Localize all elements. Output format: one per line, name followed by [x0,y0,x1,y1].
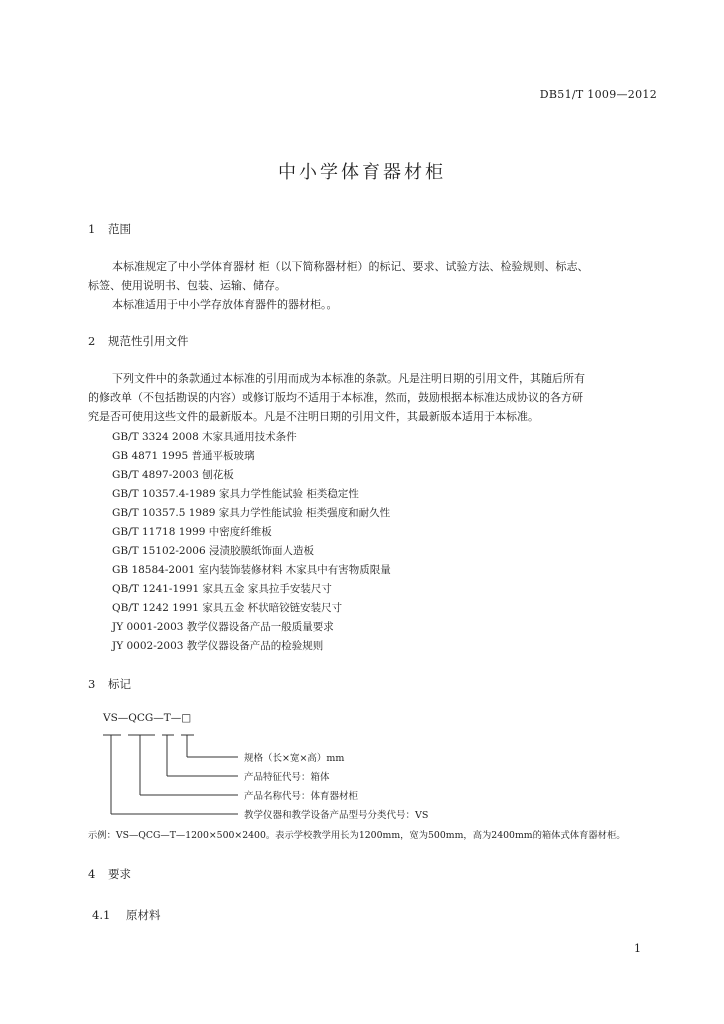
reference-item: GB/T 11718 1999 中密度纤维板 [112,526,272,538]
page-number: 1 [634,942,641,955]
paragraph-line: 的修改单（不包括勘误的内容）或修订版均不适用于本标准，然而，鼓励根据本标准达成协议的各方研 [88,391,583,404]
marking-example: 示例：VS—QCG—T—1200×500×2400。表示学校教学用长为1200mm，宽为500mm，高为2400mm的箱体式体育器材柜。 [88,830,626,841]
marking-label-name: 产品名称代号：体育器材柜 [244,791,359,802]
subsection-number: 4.1 [92,908,111,922]
marking-label-spec: 规格（长×宽×高）mm [244,753,345,764]
subsection-4-1-heading [92,907,161,923]
reference-item: QB/T 1242 1991 家具五金 杯状暗铰链安装尺寸 [112,602,343,614]
section-title: 范围 [108,222,131,236]
reference-item: QB/T 1241-1991 家具五金 家具拉手安装尺寸 [112,583,332,595]
section-title: 要求 [108,867,131,881]
section-number: 1 [88,222,96,236]
reference-item: GB/T 10357.5 1989 家具力学性能试验 柜类强度和耐久性 [112,507,391,519]
paragraph-line: 究是否可使用这些文件的最新版本。凡是不注明日期的引用文件，其最新版本适用于本标准。 [88,410,539,423]
marking-label-feature: 产品特征代号：箱体 [244,772,330,783]
reference-item: GB/T 4897-2003 刨花板 [112,469,234,481]
section-number: 3 [88,677,96,691]
document-title: 中小学体育器材柜 [278,162,446,183]
section-number: 4 [88,867,96,881]
section-title: 规范性引用文件 [108,334,189,348]
reference-item: GB 4871 1995 普通平板玻璃 [112,450,255,462]
reference-item: JY 0002-2003 教学仪器设备产品的检验规则 [112,640,324,652]
section-number: 2 [88,334,96,348]
paragraph-line: 本标准规定了中小学体育器材 柜（以下简称器材柜）的标记、要求、试验方法、检验规则、标志、 [112,260,589,273]
subsection-title: 原材料 [126,908,161,922]
paragraph-line: 本标准适用于中小学存放体育器件的器材柜。。 [112,298,338,311]
product-code: VS—QCG—T—□ [103,712,192,724]
section-title: 标记 [108,677,131,691]
reference-item: GB/T 10357.4-1989 家具力学性能试验 柜类稳定性 [112,488,359,500]
marking-label-category: 教学仪器和教学设备产品型号分类代号：VS [244,810,429,821]
reference-item: GB/T 3324 2008 木家具通用技术条件 [112,431,297,443]
paragraph-line: 标签、使用说明书、包装、运输、储存。 [88,279,286,292]
reference-item: GB/T 15102-2006 浸渍胶膜纸饰面人造板 [112,545,314,557]
reference-item: GB 18584-2001 室内装饰装修材料 木家具中有害物质限量 [112,564,391,576]
paragraph-line: 下列文件中的条款通过本标准的引用而成为本标准的条款。凡是注明日期的引用文件，其随后所有 [112,372,585,385]
section-4-heading [88,866,131,882]
reference-item: JY 0001-2003 教学仪器设备产品一般质量要求 [112,621,334,633]
standard-code: DB51/T 1009—2012 [539,88,657,101]
